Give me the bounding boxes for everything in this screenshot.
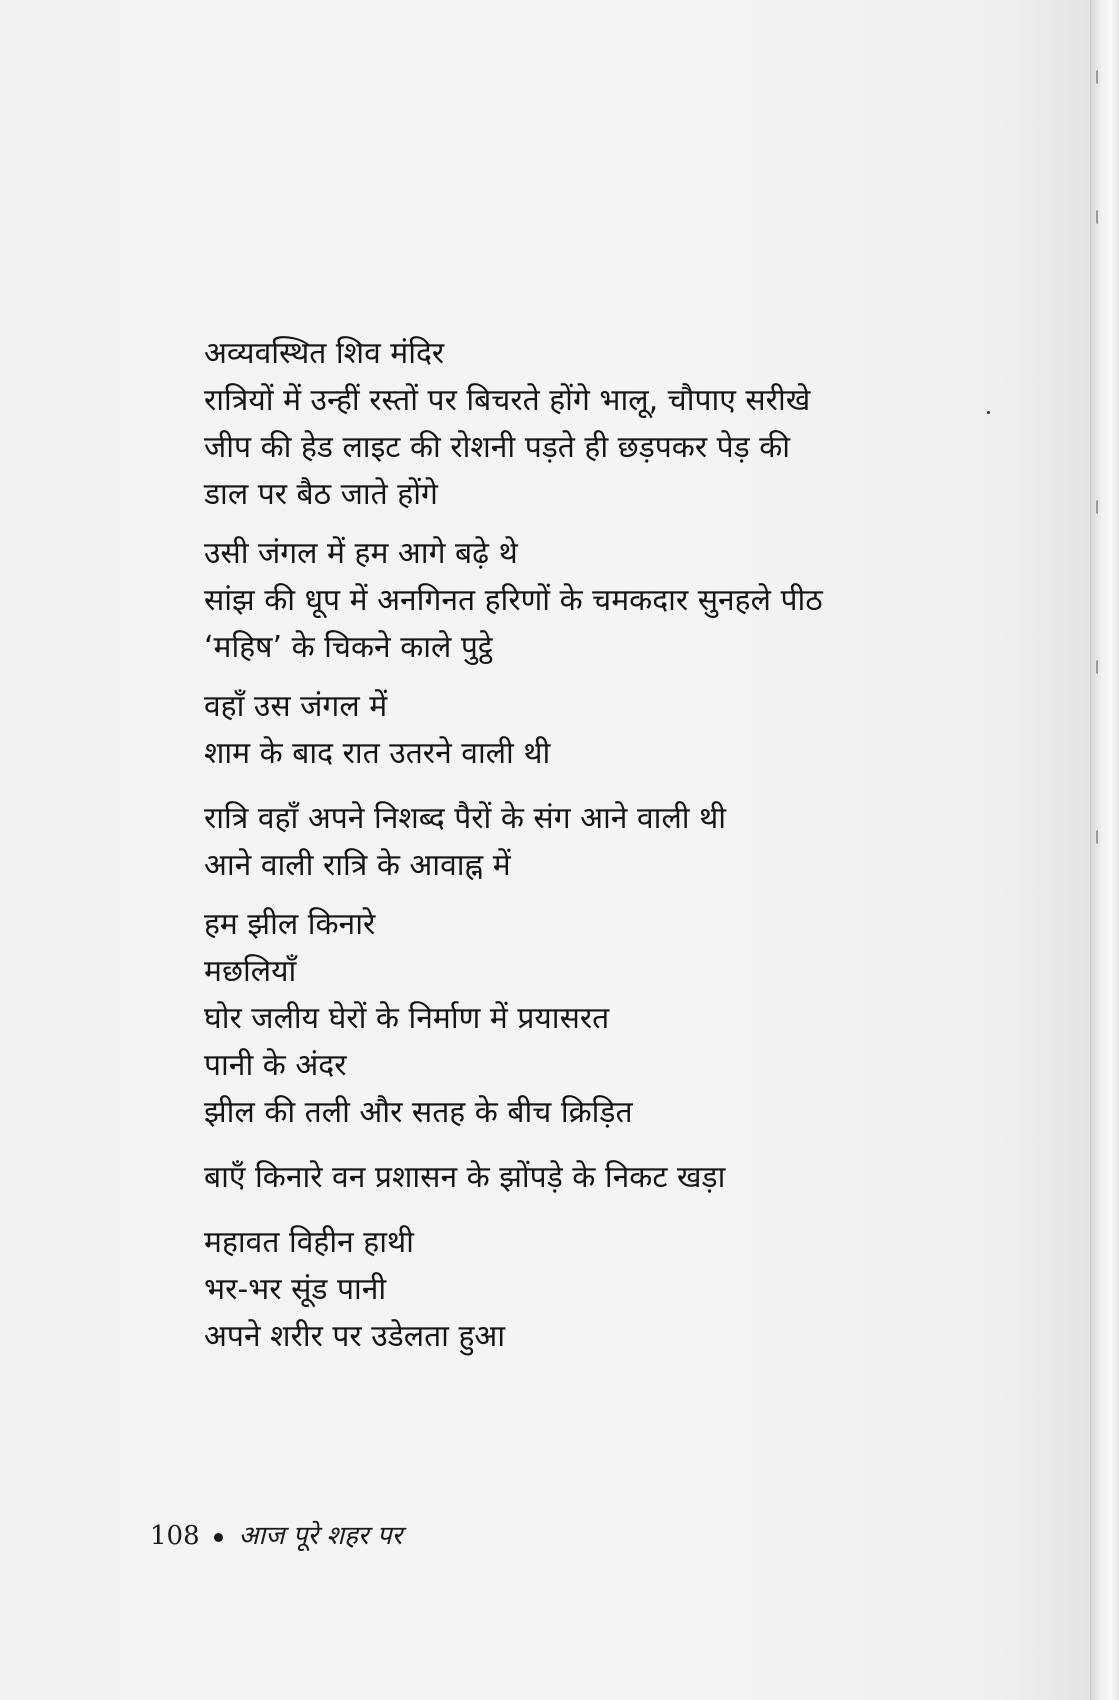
binding-mark xyxy=(1096,210,1104,224)
poem-line: वहाँ उस जंगल में xyxy=(204,689,388,724)
poem-line: महावत विहीन हाथी xyxy=(204,1225,414,1260)
poem-line: भर-भर सूंड पानी xyxy=(204,1272,387,1307)
poem-line: अपने शरीर पर उडेलता हुआ xyxy=(204,1319,506,1354)
page-number: 108 xyxy=(150,1521,200,1551)
poem-line: आने वाली रात्रि के आवाह्न में xyxy=(204,848,511,883)
poem-line: सांझ की धूप में अनगिनत हरिणों के चमकदार सुनहले पीठ xyxy=(204,583,823,618)
stray-dot xyxy=(987,411,990,414)
poem-body xyxy=(204,330,984,1360)
poem-line: डाल पर बैठ जाते होंगे xyxy=(204,477,438,512)
poem-line: उसी जंगल में हम आगे बढ़े थे xyxy=(204,536,518,571)
poem-line: ‘महिष’ के चिकने काले पुट्ठे xyxy=(204,630,493,665)
binding-mark xyxy=(1096,830,1104,844)
poem-line: पानी के अंदर xyxy=(204,1048,347,1083)
poem-line: मछलियाँ xyxy=(204,954,297,989)
poem-line: झील की तली और सतह के बीच क्रिड़ित xyxy=(204,1095,633,1130)
binding-mark xyxy=(1096,70,1104,84)
binding-mark xyxy=(1096,500,1104,514)
poem-line: रात्रि वहाँ अपने निशब्द पैरों के संग आने वाली थी xyxy=(204,801,727,836)
poem-line: रात्रियों में उन्हीं रस्तों पर बिचरते होंगे भालू, चौपाए सरीखे xyxy=(204,383,811,418)
poem-line: जीप की हेड लाइट की रोशनी पड़ते ही छड़पकर पेड़ की xyxy=(204,430,791,465)
poem-line: घोर जलीय घेरों के निर्माण में प्रयासरत xyxy=(204,1001,610,1036)
bullet-icon xyxy=(214,1533,223,1542)
binding-mark xyxy=(1096,660,1104,674)
book-title: आज पूरे शहर पर xyxy=(238,1521,403,1551)
poem-line: हम झील किनारे xyxy=(204,907,376,942)
poem-line: बाएँ किनारे वन प्रशासन के झोंपड़े के निकट खड़ा xyxy=(204,1160,726,1195)
page-edge xyxy=(1090,0,1119,1700)
poem-line: शाम के बाद रात उतरने वाली थी xyxy=(204,736,551,771)
poem-line: अव्यवस्थित शिव मंदिर xyxy=(204,336,445,371)
page-footer xyxy=(150,1516,402,1552)
